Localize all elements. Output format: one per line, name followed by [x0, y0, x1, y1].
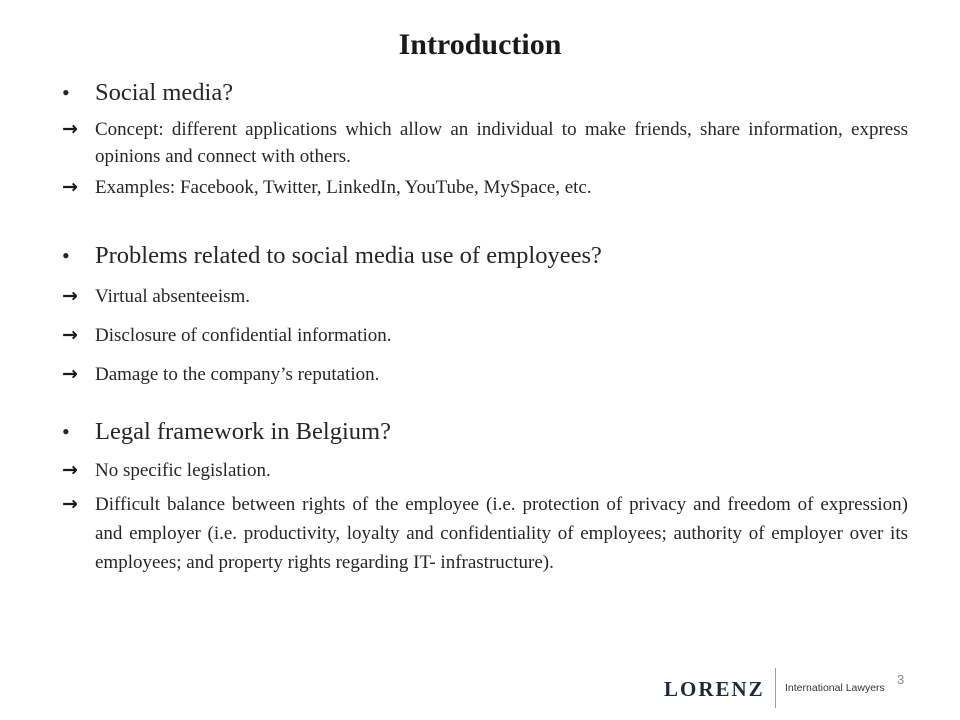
list-item — [62, 283, 908, 310]
list-item — [62, 490, 908, 577]
bullet-icon: • — [62, 243, 70, 268]
page-number: 3 — [897, 672, 905, 687]
arrow-right-icon: → — [62, 493, 78, 515]
list-item — [62, 361, 908, 388]
section-heading-text: Social media? — [95, 79, 234, 106]
section-heading — [62, 78, 908, 108]
section-heading-text: Legal framework in Belgium? — [95, 418, 391, 445]
list-item — [62, 322, 908, 349]
list-item-text: No specific legislation. — [95, 460, 271, 481]
logo-divider — [775, 668, 776, 708]
arrow-right-icon: → — [62, 459, 78, 481]
list-item — [62, 174, 908, 201]
section-social-media — [62, 78, 908, 201]
company-logo — [664, 668, 894, 708]
list-item — [62, 116, 908, 170]
list-item — [62, 457, 908, 484]
list-item-text: Difficult balance between rights of the employee (i.e. protection of privacy and freedom of expression) and employer (i.e. productivity, loyalty and confidentiality of employees; authority of employer over its employees; and property rights regarding IT- infrastructure). — [95, 494, 908, 573]
section-problems — [62, 241, 908, 388]
list-item-text: Virtual absenteeism. — [95, 286, 251, 307]
bullet-icon: • — [62, 419, 70, 444]
arrow-right-icon: → — [62, 176, 78, 198]
list-item-text: Concept: different applications which allow an individual to make friends, share information, express opinions and connect with others. — [95, 119, 908, 167]
list-item-text: Damage to the company’s reputation. — [95, 364, 380, 385]
section-legal-framework — [62, 417, 908, 577]
list-item-text: Disclosure of confidential information. — [95, 325, 392, 346]
section-heading — [62, 241, 908, 271]
arrow-right-icon: → — [62, 363, 78, 385]
arrow-right-icon: → — [62, 285, 78, 307]
bullet-icon: • — [62, 80, 70, 105]
section-heading — [62, 417, 908, 447]
logo-wordmark: LORENZ — [664, 677, 765, 701]
section-heading-text: Problems related to social media use of employees? — [95, 242, 602, 269]
arrow-right-icon: → — [62, 324, 78, 346]
slide-title: Introduction — [398, 28, 562, 61]
arrow-right-icon: → — [62, 118, 78, 140]
logo-tagline: International Lawyers — [785, 682, 885, 694]
list-item-text: Examples: Facebook, Twitter, LinkedIn, YouTube, MySpace, etc. — [95, 177, 592, 198]
